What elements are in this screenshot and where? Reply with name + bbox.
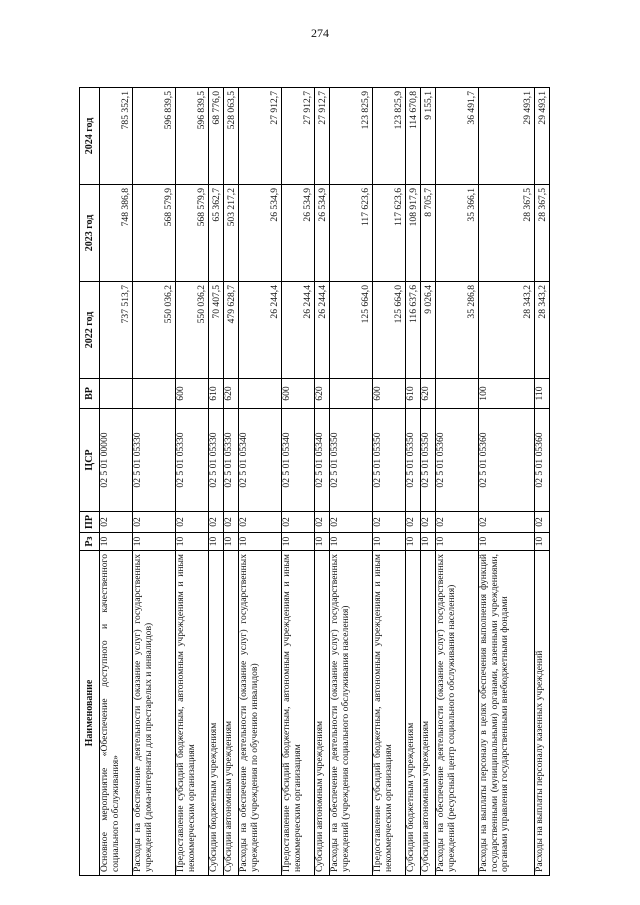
row-2024: 27 912,7 bbox=[282, 88, 315, 185]
table-row bbox=[436, 88, 479, 876]
row-2023: 28 367,5 bbox=[535, 185, 550, 282]
row-2023: 35 366,1 bbox=[436, 185, 479, 282]
table-row bbox=[330, 88, 373, 876]
row-csr: 02 5 01 05360 bbox=[436, 409, 479, 512]
row-2023: 503 217,2 bbox=[224, 185, 239, 282]
row-2024: 36 491,7 bbox=[436, 88, 479, 185]
row-2022: 35 286,8 bbox=[436, 282, 479, 379]
row-csr: 02 5 01 05350 bbox=[406, 409, 421, 512]
row-vr: 610 bbox=[209, 379, 224, 409]
table-row bbox=[373, 88, 406, 876]
header-csr: ЦСР bbox=[80, 409, 100, 512]
row-name: Субсидии бюджетным учреждениям bbox=[209, 551, 224, 876]
row-vr: 620 bbox=[224, 379, 239, 409]
row-2022: 28 343,2 bbox=[535, 282, 550, 379]
row-csr: 02 5 01 05330 bbox=[209, 409, 224, 512]
row-2024: 114 670,8 bbox=[406, 88, 421, 185]
row-pr: 02 bbox=[330, 512, 373, 533]
row-2022: 550 036,2 bbox=[176, 282, 209, 379]
row-2022: 28 343,2 bbox=[479, 282, 535, 379]
row-2022: 9 026,4 bbox=[421, 282, 436, 379]
row-name: Предоставление субсидий бюджетным, автономным учреждениям и иным некоммерческим организациям bbox=[176, 551, 209, 876]
row-2024: 27 912,7 bbox=[315, 88, 330, 185]
row-csr: 02 5 01 00000 bbox=[100, 409, 133, 512]
row-vr: 600 bbox=[282, 379, 315, 409]
row-csr: 02 5 01 05340 bbox=[315, 409, 330, 512]
row-2023: 117 623,6 bbox=[373, 185, 406, 282]
row-csr: 02 5 01 05350 bbox=[373, 409, 406, 512]
row-name: Расходы на обеспечение деятельности (оказание услуг) государственных учреждений (ресурсный центр социального обслуживания населения) bbox=[436, 551, 479, 876]
table-row bbox=[315, 88, 330, 876]
row-2022: 550 036,2 bbox=[133, 282, 176, 379]
row-vr bbox=[239, 379, 282, 409]
row-csr: 02 5 01 05360 bbox=[535, 409, 550, 512]
row-rz: 10 bbox=[224, 533, 239, 551]
row-csr: 02 5 01 05330 bbox=[133, 409, 176, 512]
row-pr: 02 bbox=[282, 512, 315, 533]
row-name: Субсидии автономным учреждениям bbox=[224, 551, 239, 876]
row-2024: 68 776,0 bbox=[209, 88, 224, 185]
table-row bbox=[406, 88, 421, 876]
row-pr: 02 bbox=[209, 512, 224, 533]
row-name: Основное мероприятие «Обеспечение доступного и качественного социального обслуживания» bbox=[100, 551, 133, 876]
table-row bbox=[239, 88, 282, 876]
header-vr: ВР bbox=[80, 379, 100, 409]
row-2023: 117 623,6 bbox=[330, 185, 373, 282]
table-row bbox=[224, 88, 239, 876]
row-name: Расходы на выплаты персоналу в целях обеспечения выполнения функций государственными (муниципальными) органами, казенными учреждениями, органами управления государственными внебюджетными фондами bbox=[479, 551, 535, 876]
budget-table bbox=[79, 87, 550, 876]
row-rz: 10 bbox=[330, 533, 373, 551]
row-vr bbox=[436, 379, 479, 409]
row-2023: 748 386,8 bbox=[100, 185, 133, 282]
row-2022: 479 628,7 bbox=[224, 282, 239, 379]
page-number: 274 bbox=[311, 26, 329, 40]
row-2024: 29 493,1 bbox=[479, 88, 535, 185]
row-2022: 70 407,5 bbox=[209, 282, 224, 379]
row-2023: 568 579,9 bbox=[176, 185, 209, 282]
row-vr: 610 bbox=[406, 379, 421, 409]
row-pr: 02 bbox=[479, 512, 535, 533]
row-2024: 596 839,5 bbox=[133, 88, 176, 185]
row-rz: 10 bbox=[436, 533, 479, 551]
row-vr bbox=[330, 379, 373, 409]
row-2022: 26 244,4 bbox=[282, 282, 315, 379]
row-pr: 02 bbox=[315, 512, 330, 533]
row-2023: 26 534,9 bbox=[282, 185, 315, 282]
row-rz: 10 bbox=[315, 533, 330, 551]
row-2022: 26 244,4 bbox=[315, 282, 330, 379]
row-2022: 737 513,7 bbox=[100, 282, 133, 379]
row-csr: 02 5 01 05340 bbox=[282, 409, 315, 512]
row-2023: 65 362,7 bbox=[209, 185, 224, 282]
row-pr: 02 bbox=[133, 512, 176, 533]
row-csr: 02 5 01 05360 bbox=[479, 409, 535, 512]
table-row bbox=[282, 88, 315, 876]
row-rz: 10 bbox=[176, 533, 209, 551]
row-2023: 26 534,9 bbox=[315, 185, 330, 282]
row-pr: 02 bbox=[239, 512, 282, 533]
row-name: Расходы на выплаты персоналу казенных учреждений bbox=[535, 551, 550, 876]
header-name: Наименование bbox=[80, 551, 100, 876]
table-header-row bbox=[80, 88, 100, 876]
row-2024: 785 352,1 bbox=[100, 88, 133, 185]
row-rz: 10 bbox=[479, 533, 535, 551]
row-pr: 02 bbox=[406, 512, 421, 533]
row-vr: 620 bbox=[421, 379, 436, 409]
row-rz: 10 bbox=[100, 533, 133, 551]
row-vr: 110 bbox=[535, 379, 550, 409]
row-2023: 108 917,9 bbox=[406, 185, 421, 282]
row-name: Расходы на обеспечение деятельности (оказание услуг) государственных учреждений (учреждения социального обслуживания населения) bbox=[330, 551, 373, 876]
table-row bbox=[421, 88, 436, 876]
row-name: Предоставление субсидий бюджетным, автономным учреждениям и иным некоммерческим организациям bbox=[282, 551, 315, 876]
row-vr: 600 bbox=[176, 379, 209, 409]
row-2024: 123 825,9 bbox=[330, 88, 373, 185]
row-rz: 10 bbox=[373, 533, 406, 551]
row-2023: 8 705,7 bbox=[421, 185, 436, 282]
row-vr bbox=[100, 379, 133, 409]
row-vr: 600 bbox=[373, 379, 406, 409]
table-row bbox=[479, 88, 535, 876]
row-name: Субсидии бюджетным учреждениям bbox=[406, 551, 421, 876]
row-pr: 02 bbox=[535, 512, 550, 533]
row-name: Расходы на обеспечение деятельности (оказание услуг) государственных учреждений (дома-интернаты для престарелых и инвалидов) bbox=[133, 551, 176, 876]
row-name: Предоставление субсидий бюджетным, автономным учреждениям и иным некоммерческим организациям bbox=[373, 551, 406, 876]
row-2024: 123 825,9 bbox=[373, 88, 406, 185]
rotated-table-wrapper bbox=[79, 88, 549, 876]
row-2024: 528 063,5 bbox=[224, 88, 239, 185]
header-2023: 2023 год bbox=[80, 185, 100, 282]
row-rz: 10 bbox=[133, 533, 176, 551]
row-pr: 02 bbox=[373, 512, 406, 533]
header-2024: 2024 год bbox=[80, 88, 100, 185]
row-2023: 26 534,9 bbox=[239, 185, 282, 282]
row-2024: 27 912,7 bbox=[239, 88, 282, 185]
row-2022: 125 664,0 bbox=[330, 282, 373, 379]
row-2023: 28 367,5 bbox=[479, 185, 535, 282]
row-vr: 100 bbox=[479, 379, 535, 409]
header-pr: ПР bbox=[80, 512, 100, 533]
row-pr: 02 bbox=[100, 512, 133, 533]
row-pr: 02 bbox=[224, 512, 239, 533]
row-csr: 02 5 01 05330 bbox=[224, 409, 239, 512]
table-row bbox=[535, 88, 550, 876]
row-rz: 10 bbox=[406, 533, 421, 551]
row-name: Субсидии автономным учреждениям bbox=[421, 551, 436, 876]
table-row bbox=[100, 88, 133, 876]
row-name: Расходы на обеспечение деятельности (оказание услуг) государственных учреждений (учреждения по обучению инвалидов) bbox=[239, 551, 282, 876]
table-row bbox=[176, 88, 209, 876]
row-rz: 10 bbox=[421, 533, 436, 551]
row-2024: 9 155,1 bbox=[421, 88, 436, 185]
row-2022: 125 664,0 bbox=[373, 282, 406, 379]
header-2022: 2022 год bbox=[80, 282, 100, 379]
row-pr: 02 bbox=[421, 512, 436, 533]
row-rz: 10 bbox=[535, 533, 550, 551]
row-2024: 29 493,1 bbox=[535, 88, 550, 185]
header-rz: Рз bbox=[80, 533, 100, 551]
table-row bbox=[133, 88, 176, 876]
row-pr: 02 bbox=[436, 512, 479, 533]
row-csr: 02 5 01 05350 bbox=[421, 409, 436, 512]
row-csr: 02 5 01 05340 bbox=[239, 409, 282, 512]
row-name: Субсидии автономным учреждениям bbox=[315, 551, 330, 876]
row-csr: 02 5 01 05330 bbox=[176, 409, 209, 512]
row-rz: 10 bbox=[282, 533, 315, 551]
row-vr bbox=[133, 379, 176, 409]
row-rz: 10 bbox=[239, 533, 282, 551]
table-row bbox=[209, 88, 224, 876]
row-rz: 10 bbox=[209, 533, 224, 551]
row-pr: 02 bbox=[176, 512, 209, 533]
row-2024: 596 839,5 bbox=[176, 88, 209, 185]
row-2022: 26 244,4 bbox=[239, 282, 282, 379]
row-2023: 568 579,9 bbox=[133, 185, 176, 282]
row-csr: 02 5 01 05350 bbox=[330, 409, 373, 512]
row-vr: 620 bbox=[315, 379, 330, 409]
row-2022: 116 637,6 bbox=[406, 282, 421, 379]
